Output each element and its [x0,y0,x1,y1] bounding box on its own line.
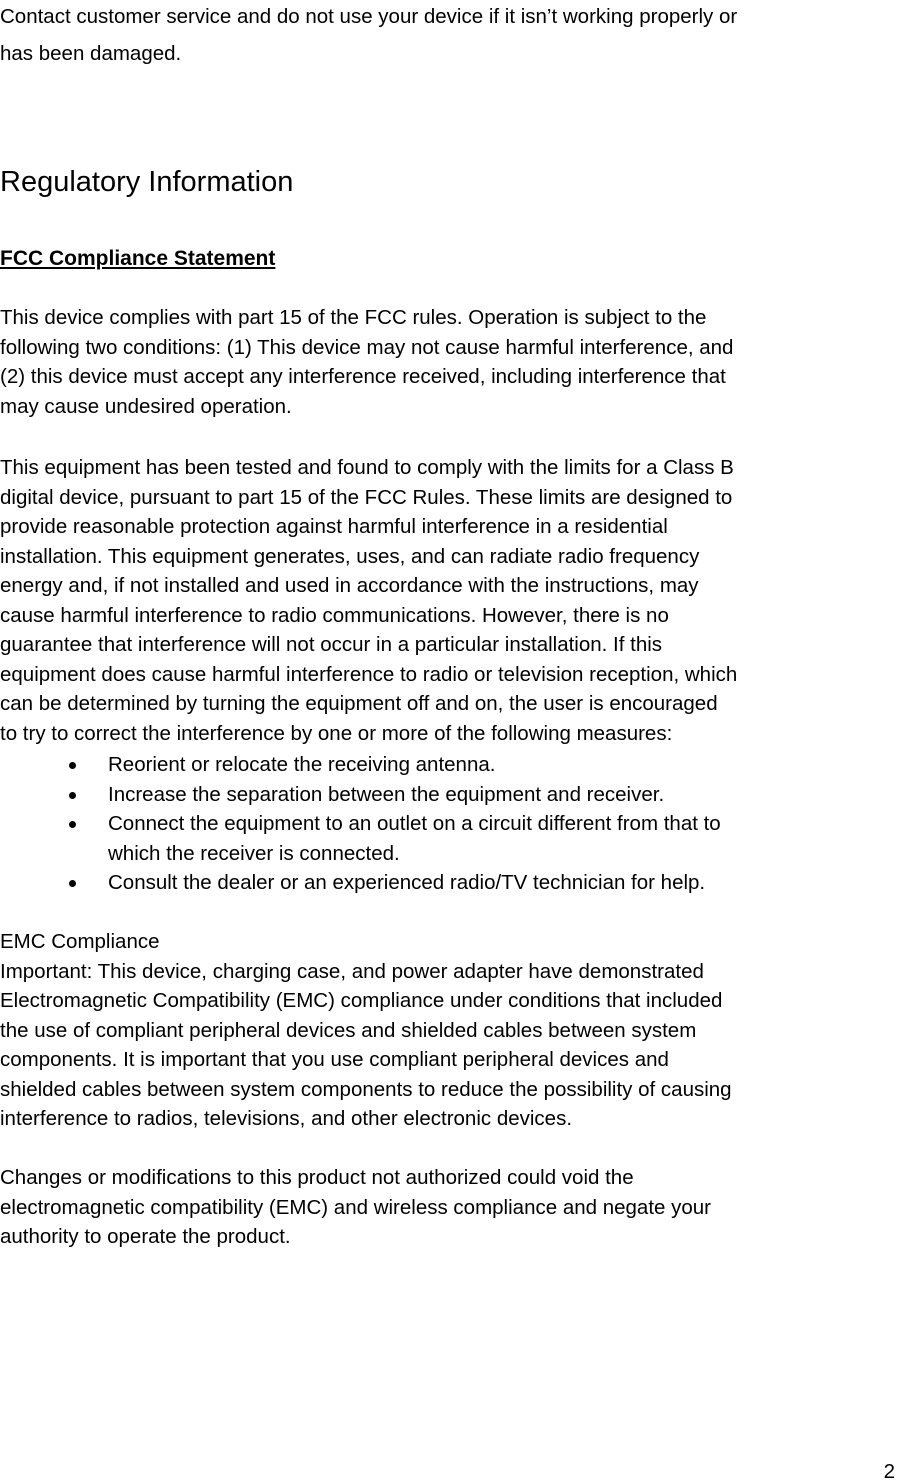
list-item-text: Increase the separation between the equipment and receiver. [108,782,665,806]
text-line: energy and, if not installed and used in accordance with the instructions, may [0,574,699,597]
text-line: Changes or modifications to this product not authorized could void the [0,1166,634,1189]
bullet-icon [69,762,76,769]
list-item [0,750,899,780]
fcc-paragraph-2 [0,453,899,748]
text-line: guarantee that interference will not occur in a particular installation. If this [0,633,663,656]
text-line: may cause undesired operation. [0,394,292,418]
changes-paragraph [0,1163,899,1252]
text-line: interference to radios, televisions, and other electronic devices. [0,1107,573,1130]
fcc-heading: FCC Compliance Statement [0,247,276,270]
intro-line: Contact customer service and do not use your device if it isn’t working properly or [0,5,738,28]
text-line: Electromagnetic Compatibility (EMC) compliance under conditions that included [0,989,723,1012]
emc-paragraph [0,927,899,1134]
text-line: installation. This equipment generates, uses, and can radiate radio frequency [0,544,700,568]
text-line: cause harmful interference to radio communications. However, there is no [0,603,669,627]
text-line: can be determined by turning the equipment off and on, the user is encouraged [0,692,718,715]
text-line: to try to correct the interference by one or more of the following measures: [0,721,673,745]
text-line: electromagnetic compatibility (EMC) and wireless compliance and negate your [0,1195,711,1219]
list-item [0,780,899,810]
text-line: following two conditions: (1) This device may not cause harmful interference, and [0,335,734,359]
text-line: equipment does cause harmful interference to radio or television reception, which [0,662,738,686]
text-line: authority to operate the product. [0,1225,291,1248]
section-heading: Regulatory Information [0,166,294,198]
fcc-paragraph-1 [0,303,899,421]
intro-paragraph [0,0,899,72]
list-item-text: Consult the dealer or an experienced radio/TV technician for help. [108,871,706,894]
text-line: Important: This device, charging case, and power adapter have demonstrated [0,959,704,983]
list-item-text: which the receiver is connected. [108,841,400,865]
text-line: This device complies with part 15 of the FCC rules. Operation is subject to the [0,306,707,329]
list-item-text: Reorient or relocate the receiving antenna. [108,753,496,776]
measures-list [0,750,899,898]
page-number: 2 [883,1460,895,1483]
bullet-icon [69,821,76,828]
text-line: shielded cables between system components to reduce the possibility of causing [0,1077,732,1101]
text-line: This equipment has been tested and found to comply with the limits for a Class B [0,456,734,479]
list-item-text: Connect the equipment to an outlet on a circuit different from that to [108,812,721,835]
text-line: (2) this device must accept any interference received, including interference that [0,365,726,388]
emc-heading: EMC Compliance [0,930,160,953]
list-item [0,809,899,868]
text-line: components. It is important that you use compliant peripheral devices and [0,1048,669,1071]
text-line: provide reasonable protection against harmful interference in a residential [0,515,668,538]
bullet-icon [69,880,76,887]
text-line: digital device, pursuant to part 15 of the FCC Rules. These limits are designed to [0,485,733,509]
bullet-icon [69,792,76,799]
text-line: the use of compliant peripheral devices and shielded cables between system [0,1018,697,1042]
intro-line: has been damaged. [0,42,182,65]
list-item [0,868,899,898]
